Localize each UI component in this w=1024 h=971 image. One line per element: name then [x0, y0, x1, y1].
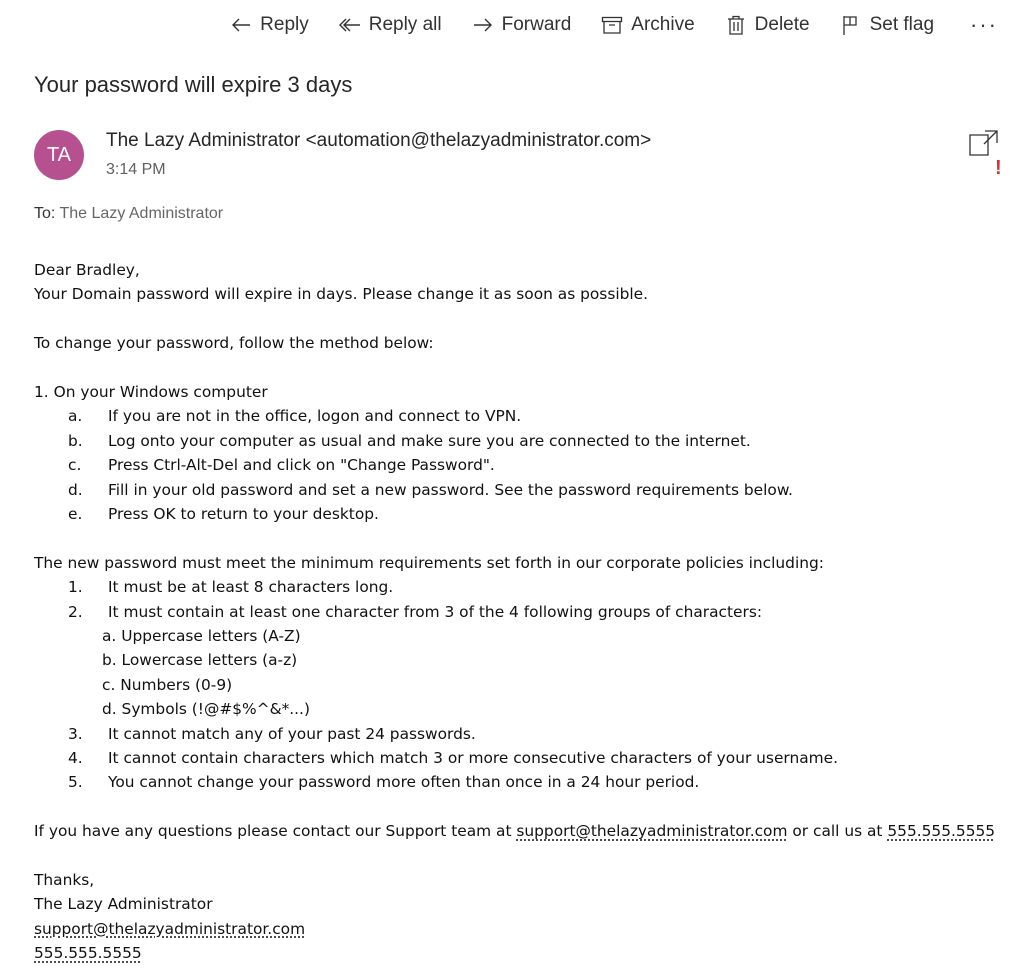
- list-item: 3. It cannot match any of your past 24 passwords.: [68, 724, 476, 743]
- list-item: c. Press Ctrl-Alt-Del and click on "Change Password".: [68, 456, 495, 475]
- open-in-new-window-icon[interactable]: [968, 128, 1000, 158]
- thanks: Thanks,: [34, 871, 95, 890]
- list-item: 4. It cannot contain characters which match 3 or more consecutive characters of your username.: [68, 749, 839, 768]
- list-item: c. Numbers (0-9): [102, 675, 233, 694]
- recipient-line: [34, 205, 223, 223]
- reply-all-arrow-icon: [339, 14, 361, 36]
- recipient-name[interactable]: The Lazy Administrator: [59, 205, 224, 222]
- archive-label: Archive: [631, 14, 695, 35]
- support-phone-link[interactable]: 555.555.5555: [887, 822, 996, 841]
- message-toolbar: [0, 8, 1024, 42]
- reply-arrow-icon: [230, 14, 252, 36]
- reply-all-button[interactable]: [339, 14, 442, 36]
- intro-text: Your Domain password will expire in days. Please change it as soon as possible.: [34, 285, 649, 304]
- sender-avatar[interactable]: TA: [34, 130, 84, 180]
- reply-label: Reply: [260, 14, 309, 35]
- signature-name: The Lazy Administrator: [34, 895, 213, 914]
- list-item: b. Log onto your computer as usual and make sure you are connected to the internet.: [68, 431, 751, 450]
- list-item: b. Lowercase letters (a-z): [102, 651, 298, 670]
- list-item: 1. It must be at least 8 characters long.: [68, 578, 394, 597]
- signature-phone-link[interactable]: 555.555.5555: [34, 944, 142, 963]
- signature-email-link[interactable]: support@thelazyadministrator.com: [34, 919, 306, 938]
- method-intro: To change your password, follow the method below:: [34, 334, 434, 353]
- more-actions-button[interactable]: ···: [970, 12, 998, 37]
- email-body: [34, 258, 1004, 966]
- high-importance-indicator: !: [995, 157, 1002, 179]
- to-label: To:: [34, 205, 56, 222]
- sender-name[interactable]: The Lazy Administrator <automation@thelazyadministrator.com>: [106, 130, 652, 151]
- archive-box-icon: [601, 14, 623, 36]
- greeting: Dear Bradley,: [34, 261, 140, 279]
- list-item: a. If you are not in the office, logon and connect to VPN.: [68, 407, 522, 426]
- email-subject: Your password will expire 3 days: [34, 72, 353, 97]
- requirements-intro: The new password must meet the minimum requirements set forth in our corporate policies including:: [34, 553, 824, 572]
- archive-button[interactable]: [601, 14, 694, 36]
- forward-arrow-icon: [472, 14, 494, 36]
- list-item: 2. It must contain at least one character from 3 of the 4 following groups of characters:: [68, 602, 763, 621]
- delete-button[interactable]: [725, 14, 810, 36]
- trash-icon: [725, 14, 747, 36]
- contact-line: If you have any questions please contact our Support team at support@thelazyadministrator.com or call us at 555.555.5555: [34, 822, 996, 841]
- list-item: 5. You cannot change your password more often than once in a 24 hour period.: [68, 773, 700, 792]
- delete-label: Delete: [754, 14, 810, 35]
- forward-label: Forward: [501, 14, 572, 35]
- windows-heading: 1. On your Windows computer: [34, 383, 268, 401]
- list-item: d. Fill in your old password and set a new password. See the password requirements below.: [68, 480, 793, 499]
- reply-button[interactable]: [230, 14, 309, 36]
- sent-time: 3:14 PM: [106, 161, 166, 178]
- list-item: d. Symbols (!@#$%^&*...): [102, 700, 310, 719]
- support-email-link[interactable]: support@thelazyadministrator.com: [516, 822, 788, 841]
- list-item: e. Press OK to return to your desktop.: [68, 505, 379, 524]
- set-flag-button[interactable]: [840, 14, 934, 36]
- set-flag-label: Set flag: [869, 14, 935, 35]
- forward-button[interactable]: [472, 14, 572, 36]
- list-item: a. Uppercase letters (A-Z): [102, 627, 301, 646]
- reply-all-label: Reply all: [368, 14, 442, 35]
- flag-icon: [840, 14, 862, 36]
